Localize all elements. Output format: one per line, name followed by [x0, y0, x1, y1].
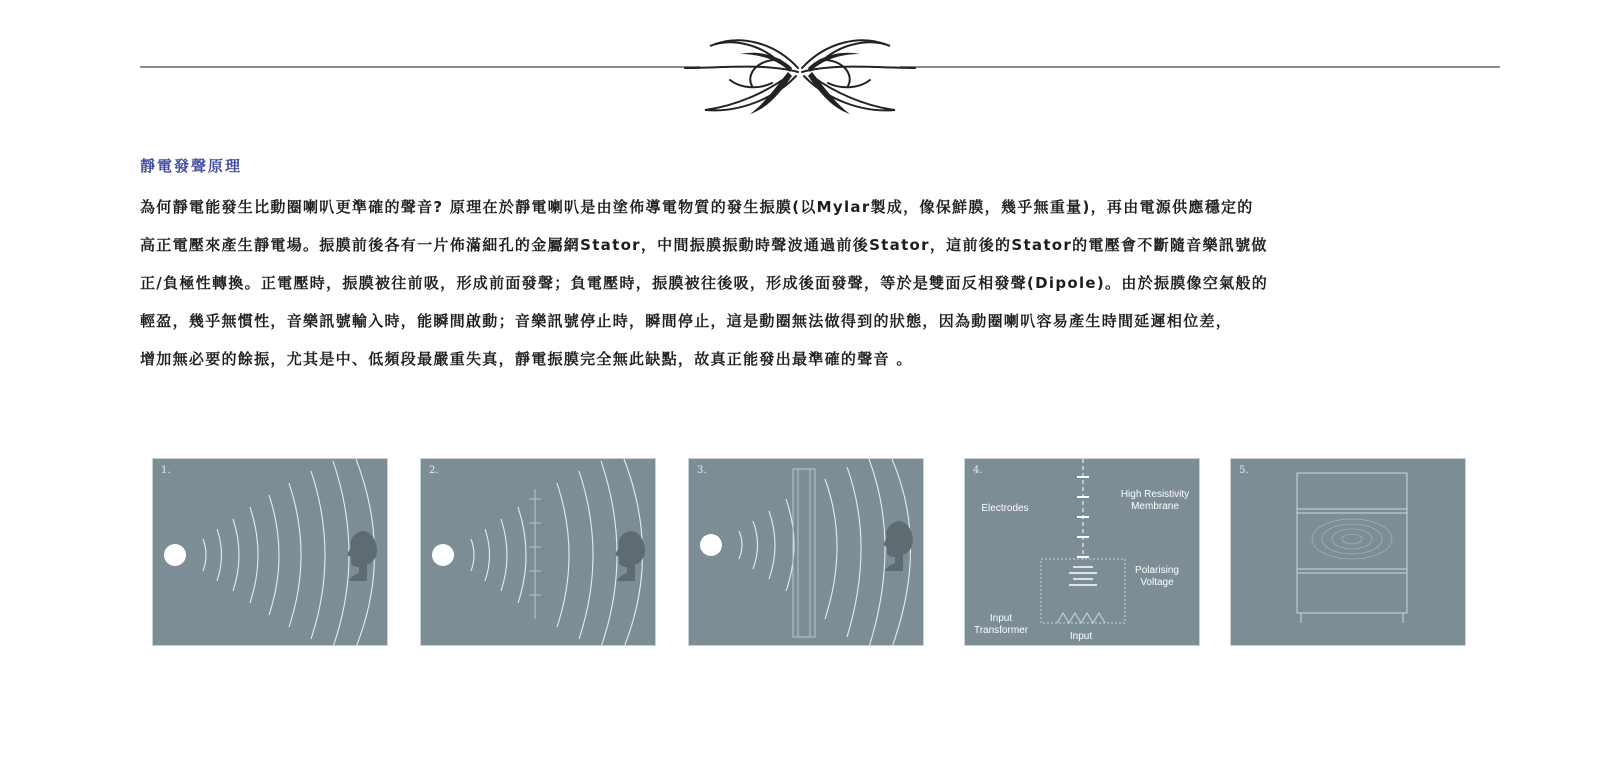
transformer-box	[1041, 559, 1125, 623]
polarising-voltage-source	[1069, 567, 1097, 585]
diagram-number: 1.	[161, 465, 171, 476]
paragraph-line: 正/負極性轉換。正電壓時，振膜被往前吸，形成前面發聲；負電壓時，振膜被往後吸，形成後面發聲，等於是雙面反相發聲(Dipole)。由於振膜像空氣般的	[140, 274, 1269, 292]
diagram-panel-2	[420, 458, 656, 646]
electrodes-label: Electrodes	[981, 503, 1029, 514]
paragraph-line: 為何靜電能發生比動圈喇叭更準確的聲音? 原理在於靜電喇叭是由塗佈導電物質的發生振膜(以Mylar製成，像保鮮膜，幾乎無重量)，再由電源供應穩定的	[140, 198, 1254, 216]
paragraph-line: 輕盈，幾乎無慣性，音樂訊號輸入時，能瞬間啟動；音樂訊號停止時，瞬間停止，這是動圈無法做得到的狀態，因為動圈喇叭容易產生時間延遲相位差，	[140, 312, 1233, 330]
input-label: Input	[1069, 631, 1093, 642]
stator-grid	[529, 489, 541, 619]
dipole-wave-diagram	[421, 459, 656, 646]
header-divider-right	[900, 66, 1500, 68]
listener-head-icon	[615, 531, 645, 581]
listener-head-icon	[883, 521, 913, 571]
electrostatic-panel-diagram	[689, 459, 924, 646]
polarising-voltage-label: Polarising Voltage	[1135, 565, 1179, 588]
diagram-panel-3	[688, 458, 924, 646]
speaker-frame	[793, 469, 815, 637]
input-transformer-label: Input Transformer	[973, 613, 1029, 636]
paragraph-line: 增加無必要的餘振，尤其是中、低頻段最嚴重失真，靜電振膜完全無此缺點，故真正能發出最準確的聲音 。	[140, 350, 913, 368]
sound-source-circle-icon	[164, 544, 186, 566]
diagram-panel-4	[964, 458, 1200, 646]
listener-head-icon	[347, 531, 377, 581]
diagram-panel-1	[152, 458, 388, 646]
header-divider-left	[140, 66, 700, 68]
diagram-number: 2.	[429, 465, 439, 476]
speaker-panel-diagram	[1231, 459, 1466, 646]
diagram-number: 3.	[697, 465, 707, 476]
section-heading: 靜電發聲原理	[140, 157, 243, 175]
sound-waves	[739, 459, 911, 646]
diagram-number: 5.	[1239, 465, 1249, 476]
sound-source-circle-icon	[700, 534, 722, 556]
decorative-flourish-icon	[680, 28, 920, 118]
diagram-number: 4.	[973, 465, 983, 476]
membrane-ripples	[1312, 519, 1392, 559]
diagram-panel-5	[1230, 458, 1466, 646]
paragraph-line: 高正電壓來產生靜電場。振膜前後各有一片佈滿細孔的金屬網Stator，中間振膜振動時聲波通過前後Stator，這前後的Stator的電壓會不斷隨音樂訊號做	[140, 236, 1268, 254]
membrane-label: High Resistivity Membrane	[1120, 489, 1190, 512]
sound-wave-diagram	[153, 459, 388, 646]
speaker-enclosure	[1297, 473, 1407, 623]
description-paragraph	[140, 188, 1480, 378]
sound-source-circle-icon	[432, 544, 454, 566]
